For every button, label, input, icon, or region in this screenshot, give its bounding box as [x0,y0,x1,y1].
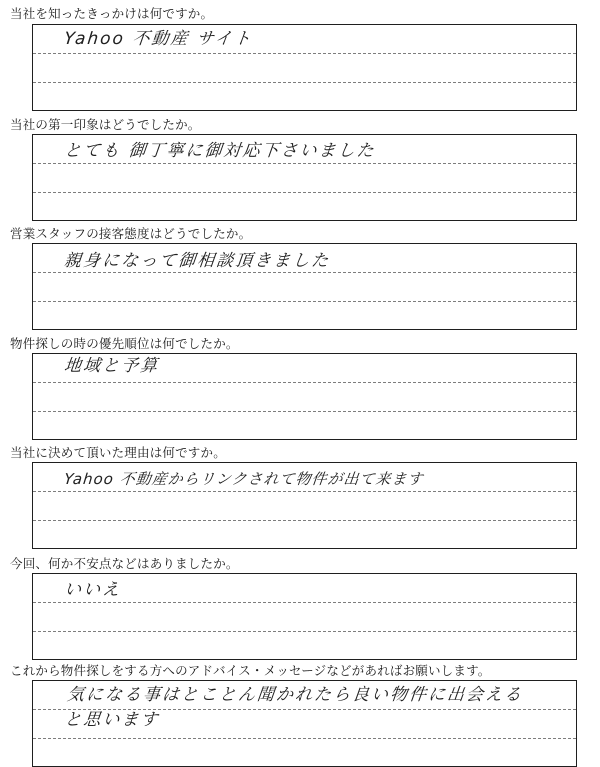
question-4: 物件探しの時の優先順位は何でしたか。 [10,336,239,351]
answer-box-4 [32,353,577,440]
question-5: 当社に決めて頂いた理由は何ですか。 [10,445,226,460]
answer-2: とても 御丁寧に御対応下さいました [63,141,377,161]
ruled-line [33,272,576,273]
ruled-line [33,192,576,193]
ruled-line [33,491,576,492]
answer-box-2 [32,134,577,221]
answer-3: 親身になって御相談頂きました [63,251,332,271]
ruled-line [33,520,576,521]
question-2: 当社の第一印象はどうでしたか。 [10,117,201,132]
question-1: 当社を知ったきっかけは何ですか。 [10,6,214,21]
answer-box-1 [32,24,577,111]
answer-6: いいえ [63,580,123,600]
answer-5: Yahoo 不動産からリンクされて物件が出て来ます [63,470,425,488]
ruled-line [33,301,576,302]
ruled-line [33,82,576,83]
answer-box-6 [32,573,577,660]
question-3: 営業スタッフの接客態度はどうでしたか。 [10,226,252,241]
answer-box-5 [32,462,577,549]
answer-box-7 [32,680,577,767]
answer-4: 地域と予算 [63,356,161,376]
ruled-line [33,53,576,54]
answer-7: 気になる事はとことん聞かれたら良い物件に出会えると思います [63,685,525,730]
ruled-line [33,631,576,632]
answer-1: Yahoo 不動産 サイト [63,29,254,49]
ruled-line [33,163,576,164]
ruled-line [33,382,576,383]
answer-box-3 [32,243,577,330]
question-7: これから物件探しをする方へのアドバイス・メッセージなどがあればお願いします。 [10,663,491,678]
question-6: 今回、何か不安点などはありましたか。 [10,556,239,571]
ruled-line [33,738,576,739]
ruled-line [33,602,576,603]
ruled-line [33,411,576,412]
